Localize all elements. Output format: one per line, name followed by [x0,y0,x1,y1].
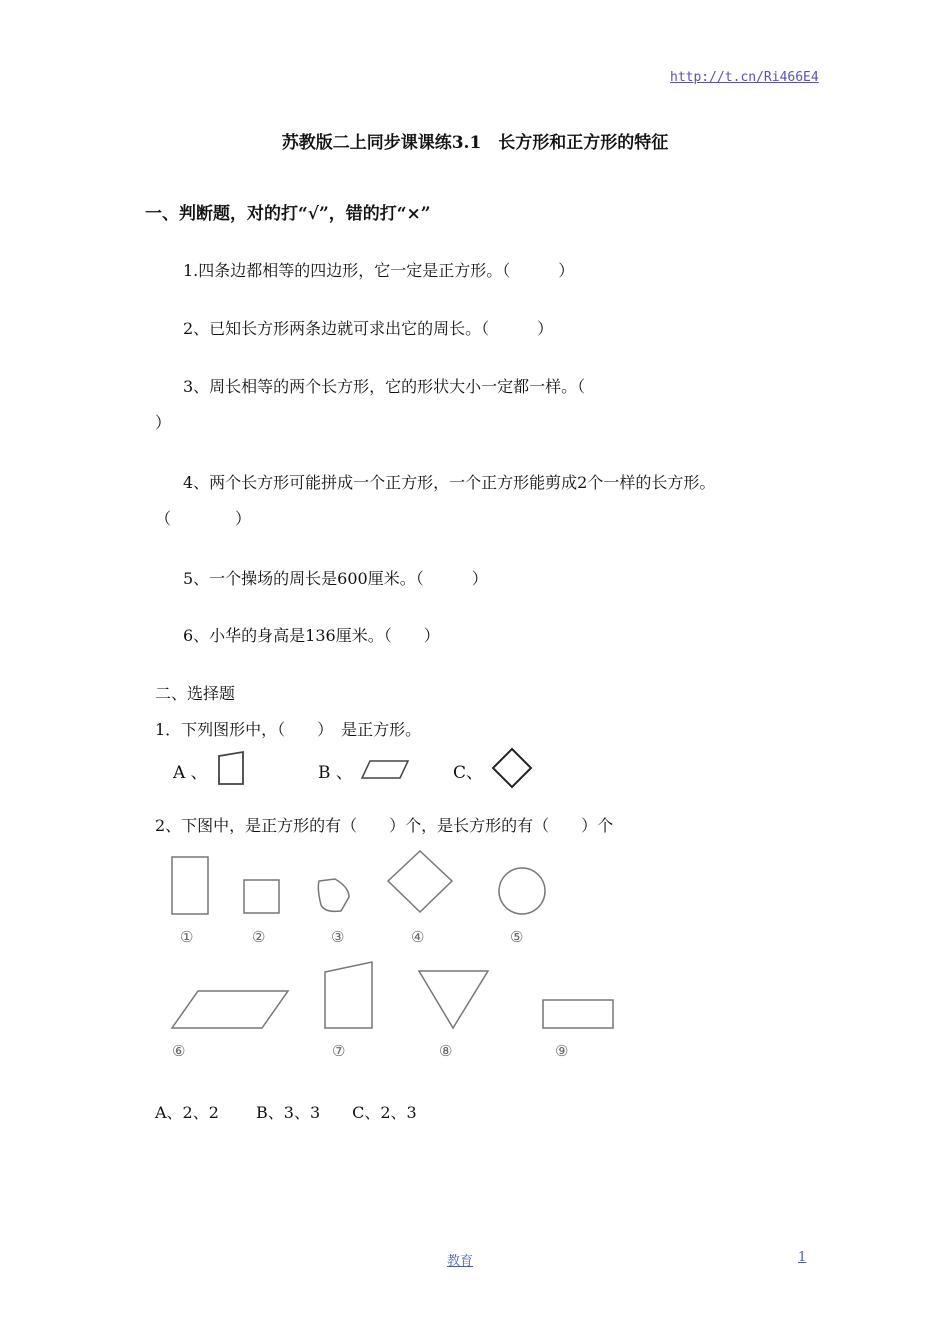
question-2: 2、已知长方形两条边就可求出它的周长。（ ） [183,319,554,338]
question-5: 5、一个操场的周长是600厘米。（ ） [183,569,488,588]
option-b-label: B 、 [318,763,353,783]
question-3-cont: ） [155,413,172,432]
shape-9-label: ⑨ [555,1042,569,1060]
question-4-cont: （ ） [155,509,252,528]
option-a-trapezoid-shape [216,750,246,786]
question-1: 1.四条边都相等的四边形，它一定是正方形。（ ） [183,261,575,280]
shape-7-label: ⑦ [332,1042,346,1060]
option-a-label: A 、 [173,763,208,783]
choice-question-2: 2、下图中，是正方形的有（ ）个，是长方形的有（ ）个 [155,816,614,835]
shape-1-label: ① [180,928,194,946]
shape-4-label: ④ [411,928,425,946]
choice-answers: A、2、2 B、3、3 C、2、3 [155,1103,417,1122]
shape-7-trapezoid [322,960,376,1032]
shape-2-square [242,878,282,916]
shape-8-label: ⑧ [439,1042,453,1060]
footer-page-number: 1 [798,1250,807,1265]
shape-9-rectangle [541,998,617,1032]
shape-1-tall-rectangle [170,855,212,917]
footer-center-link[interactable]: 教育 [447,1254,474,1269]
shape-8-triangle [416,968,492,1032]
option-c-label: C、 [453,763,484,783]
header-url[interactable]: http://t.cn/Ri466E4 [670,70,819,85]
question-3: 3、周长相等的两个长方形，它的形状大小一定都一样。（ [183,377,586,396]
question-4: 4、两个长方形可能拼成一个正方形，一个正方形能剪成2个一样的长方形。 [183,473,716,492]
shape-3-irregular [315,877,355,915]
shape-3-label: ③ [331,928,345,946]
option-b-parallelogram-shape [360,758,410,780]
choice-question-1: 1．下列图形中，（ ） 是正方形。 [155,720,422,739]
shape-5-circle [497,867,549,917]
question-6: 6、小华的身高是136厘米。（ ） [183,626,440,645]
option-c-diamond-shape [490,747,534,789]
page-title: 苏教版二上同步课课练3.1 长方形和正方形的特征 [281,133,669,153]
shape-6-parallelogram [170,988,292,1032]
shape-2-label: ② [252,928,266,946]
section2-heading: 二、选择题 [155,684,236,703]
shape-6-label: ⑥ [172,1042,186,1060]
section1-heading: 一、判断题，对的打“√”，错的打“×” [145,204,431,224]
shape-5-label: ⑤ [510,928,524,946]
shape-4-diamond [386,849,456,915]
